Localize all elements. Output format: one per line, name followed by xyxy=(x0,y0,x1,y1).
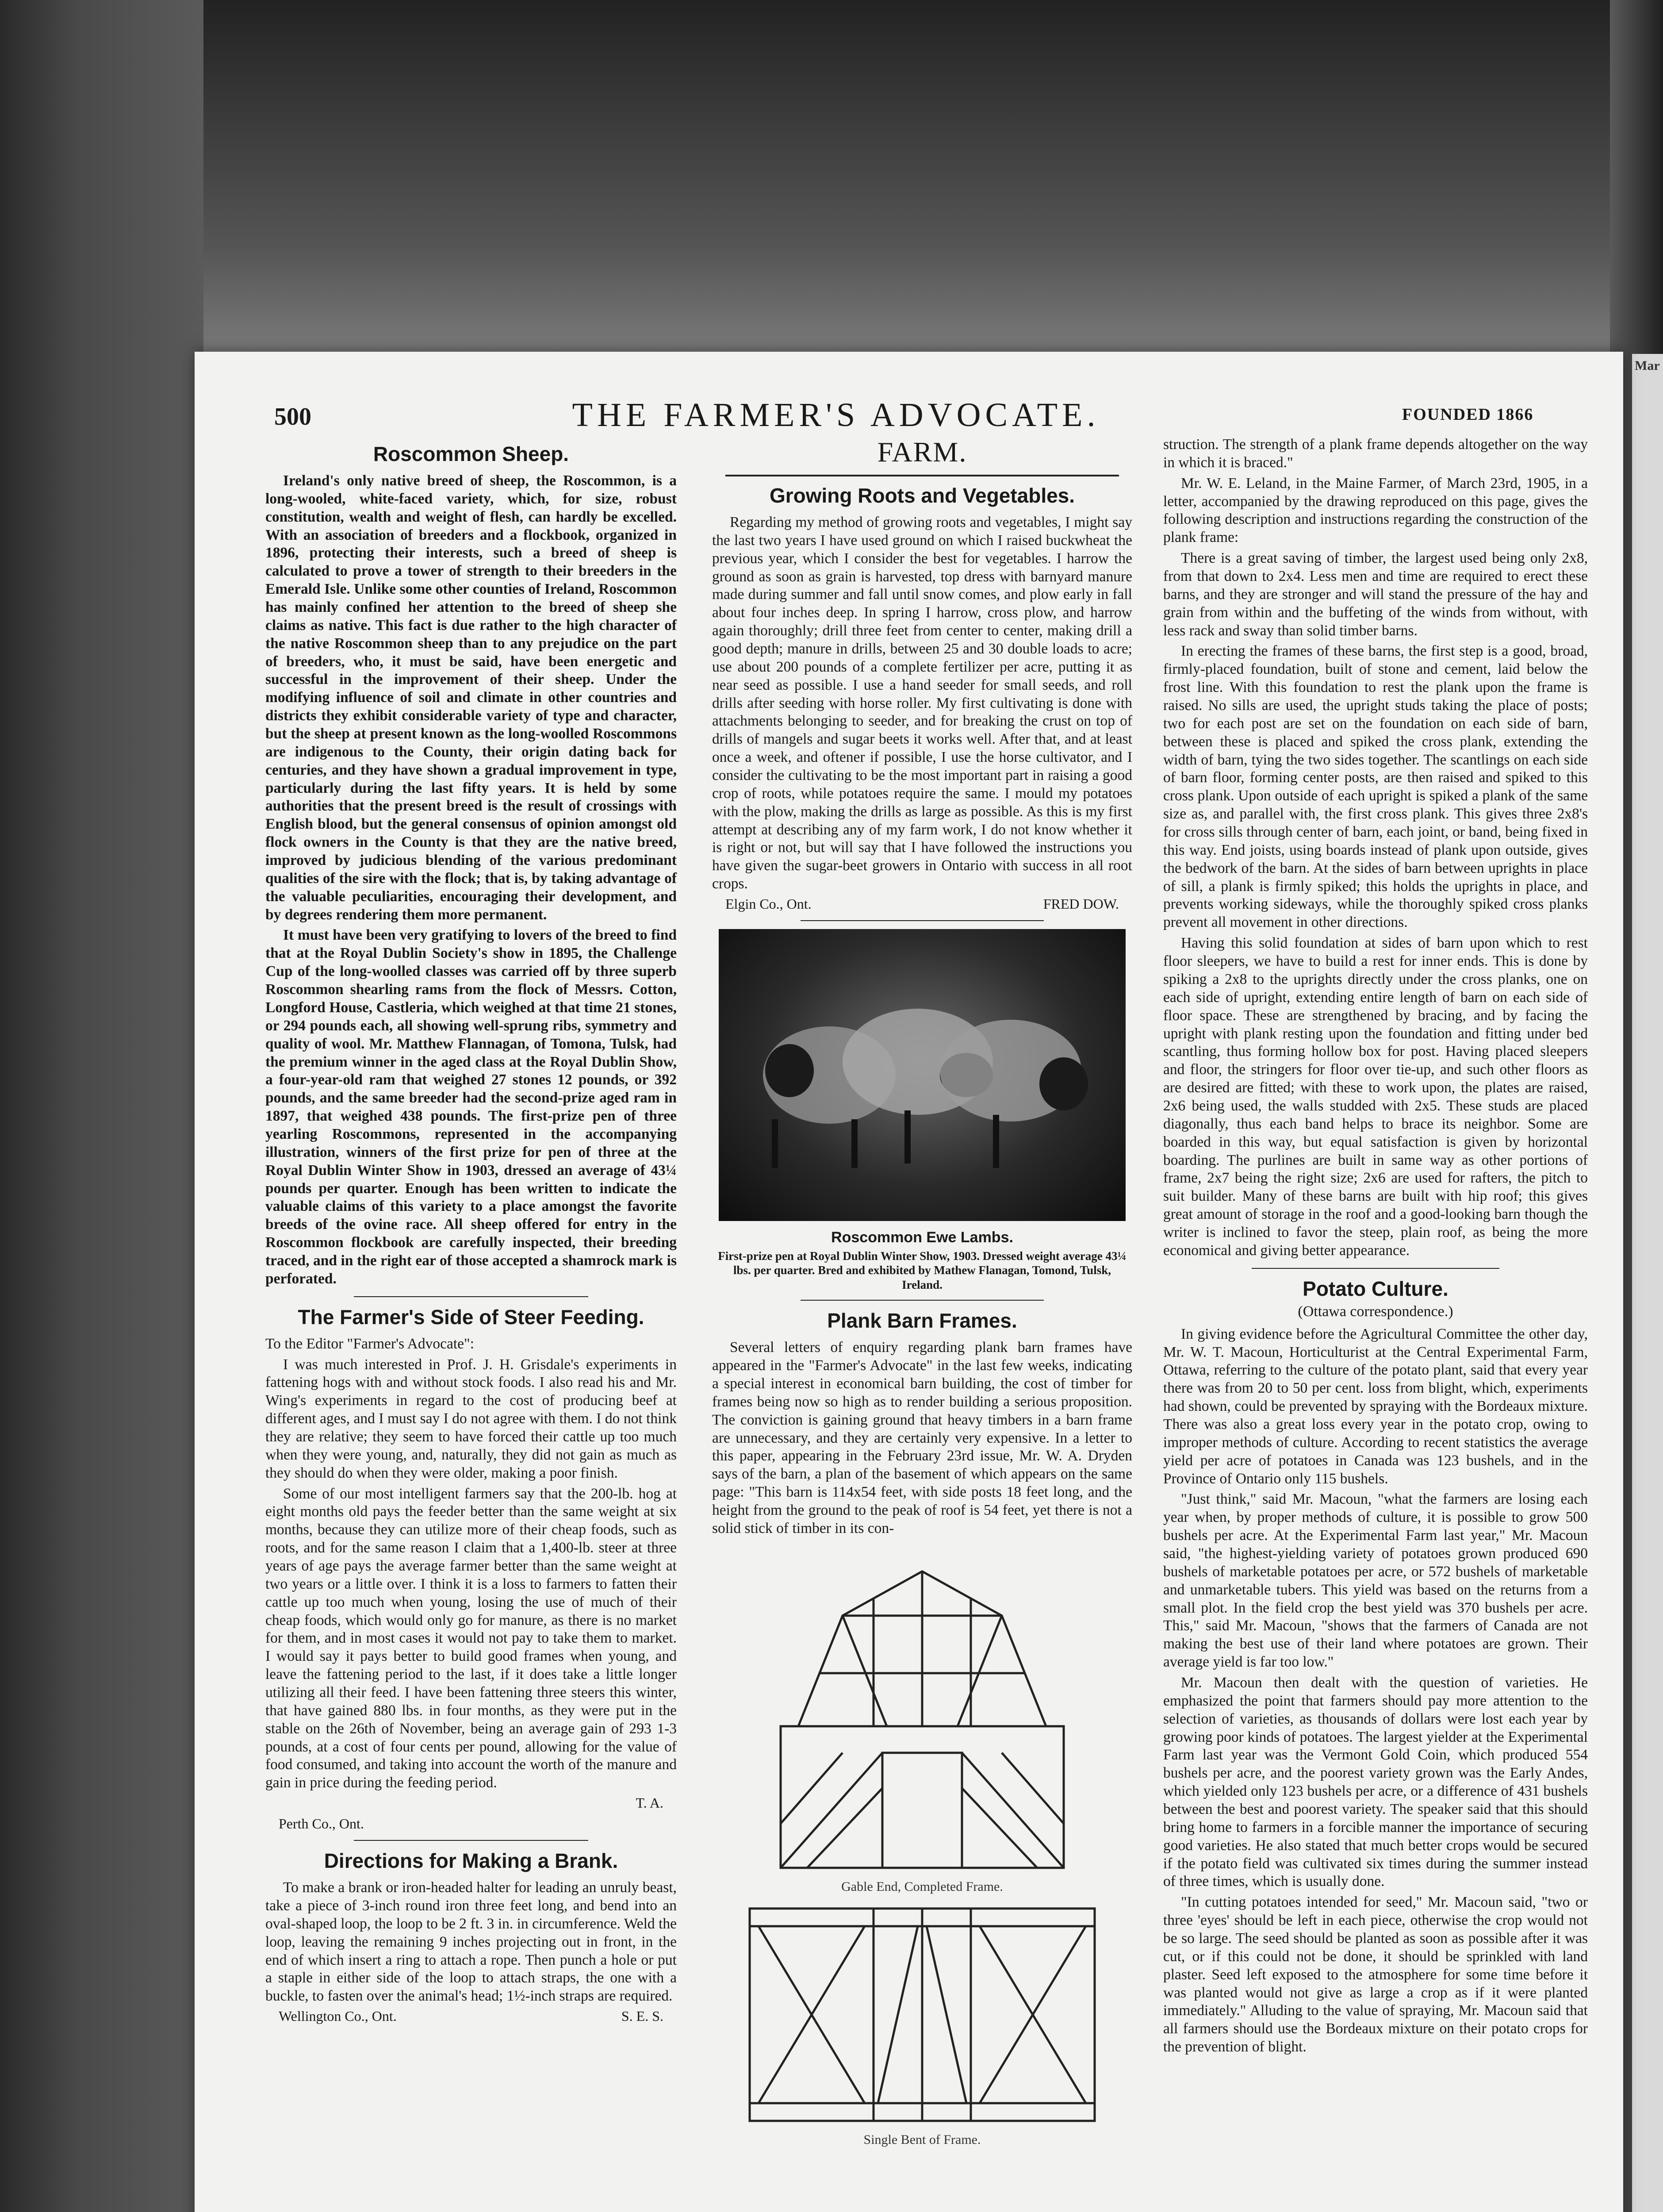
film-border-left xyxy=(0,0,203,2212)
film-border-top xyxy=(0,0,1663,354)
department-heading: FARM. xyxy=(877,436,967,468)
paragraph: In erecting the frames of these barns, the first step is a good, broad, firmly-placed foundation, built of stone and cement, laid below the frost line. With this foundation to rest the plank upon the frame is raised. No sills are used, the upright studs taking the place of posts; two for each post are set on the foundation on each side of barn, between these is placed and spiked the cross plank, extending the width of barn, tying the two sides together. The scantlings on each side of barn floor, forming center posts, are then raised and spiked to this cross plank. Upon outside of each upright is spiked a plank of the same size as, and parallel with, the first cross plank. This gives three 2x8's for cross sills through center of barn, each joint, or band, being fixed in this way. End joists, using boards instead of plank upon outside, gives the bedwork of the barn. At the sides of barn between uprights in place of sill, a plank is firmly spiked; this holds the uprights in place, and prevents working sideways, while the thoroughly spiked cross planks prevent all movement in other directions. xyxy=(1163,643,1588,931)
article-title-growing-roots: Growing Roots and Vegetables. xyxy=(769,484,1075,507)
founded-line: FOUNDED 1866 xyxy=(1402,405,1534,424)
author-place: Elgin Co., Ont. xyxy=(725,896,812,912)
paragraph: To make a brank or iron-headed halter for leading an unruly beast, take a piece of 3-inch round iron three feet long, and bend into an oval-shaped loop, the loop to be 2 ft. 3 in. in circumference. Weld the loop, leaving the remaining 9 inches projecting out in front, in the end of which insert a ring to attach a rope. Then punch a hole or put a staple in either side of the loop to attach straps, the one with a buckle, to fasten over the animal's head; 1½-inch straps are required. xyxy=(265,1879,677,2005)
article-title-steer-feeding: The Farmer's Side of Steer Feeding. xyxy=(298,1305,644,1329)
author-place: Perth Co., Ont. xyxy=(279,1816,364,1832)
column-2 xyxy=(712,436,1132,2153)
paragraph: Some of our most intelligent farmers say that the 200-lb. hog at eight months old pays the feeder better than the same weight at six months, because they can utilize more of their cheap foods, such as roots, and for the same reason I claim that a 1,400-lb. steer at three years of age pays the average farmer better than the same weight at two years or a little over. I think it is a loss to farmers to fatten their cattle up too much when young, losing the use of much of their cheap foods, which would only go for manure, as there is no market for them, and in most cases it would not pay to take them to market. I would say it pays better to build good frames when young, and leave the fattening period to the last, if it does take a little longer utilizing all their feed. I have been fattening three steers this winter, that have gained 880 lbs. in four months, as they were put in the stable on the 26th of November, being an average gain of 293 1-3 pounds, at a cost of four cents per pound, allowing for the value of food consumed, and taking into account the worth of the manure and gain in price during the feeding period. xyxy=(265,1485,677,1791)
photo-caption: First-prize pen at Royal Dublin Winter Show, 1903. Dressed weight average 43¼ lbs. per quarter. Bred and exhibited by Mathew Flanagan, Tomond, Tulsk, Ireland. xyxy=(718,1249,1127,1291)
divider xyxy=(801,1300,1044,1301)
paragraph: Mr. W. E. Leland, in the Maine Farmer, of March 23rd, 1905, in a letter, accompanied by the drawing reproduced on this page, gives the following description and instructions regarding the construction of the plank frame: xyxy=(1163,475,1588,546)
signature xyxy=(725,896,1119,912)
journal-title: THE FARMER'S ADVOCATE. xyxy=(572,396,1100,434)
author-name: FRED DOW. xyxy=(1043,896,1119,912)
figure-caption-bent: Single Bent of Frame. xyxy=(863,2132,981,2147)
sheep-photo-illustration xyxy=(719,929,1126,1221)
divider xyxy=(725,475,1119,476)
article-title-plank-barn: Plank Barn Frames. xyxy=(827,1309,1017,1333)
signature-initials xyxy=(279,1795,663,1811)
figure-caption-gable: Gable End, Completed Frame. xyxy=(841,1879,1003,1894)
paragraph: In giving evidence before the Agricultural Committee the other day, Mr. W. T. Macoun, Horticulturist at the Central Experimental Farm, Ottawa, referring to the culture of the potato plant, said that every year there was from 20 to 50 per cent. loss from blight, which, experiments had shown, could be prevented by spraying with the Bordeaux mixture. There was also a great loss every year in the potato crop, owing to improper methods of culture. According to recent statistics the average yield per acre of potatoes in Canada was 123 bushels, and in the Province of Ontario only 115 bushels. xyxy=(1163,1325,1588,1487)
paragraph: Having this solid foundation at sides of barn upon which to rest floor sleepers, we have to build a rest for inner ends. This is done by spiking a 2x8 to the uprights directly under the cross planks, one on each side of upright, extending entire length of barn on each side of floor space. These are strengthened by bracing, and by facing the upright with plank resting upon the foundation and fitting under bed scantling, thus forming hollow box for post. Having placed sleepers and floor, the stringers for floor over tie-up, and such other floors as are desired are fitted; with these to work upon, the plates are raised, 2x6 being used, the walls studded with 2x5. These studs are placed diagonally, thus each band helps to brace its neighbor. Some are boarded in this way, but equal satisfaction is given by horizontal boarding. The purlines are built in same way as other portions of frame, 2x7 being the right size; 2x6 are used for rafters, the pitch to suit builder. Many of these barns are built with hip roof; this gives great amount of storage in the roof and a good-looking barn though the writer is inclined to favor the steep, plain roof, as being the more economical and giving better appearance. xyxy=(1163,935,1588,1259)
author-initials: S. E. S. xyxy=(621,2008,663,2024)
newspaper-page xyxy=(195,352,1623,2212)
salutation: To the Editor "Farmer's Advocate": xyxy=(265,1335,475,1352)
photo-title: Roscommon Ewe Lambs. xyxy=(831,1229,1013,1246)
paragraph: "In cutting potatoes intended for seed," Mr. Macoun said, "two or three 'eyes' should be left in each piece, otherwise the crop would not be so large. The seed should be planted as soon as possible after it was cut, or if this could not be done, it should be sprinkled with land plaster. Seed left exposed to the atmosphere for some time before it was planted would not give as large a crop as if it were planted immediately." Alluding to the value of spraying, Mr. Macoun said that all farmers should use the Bordeaux mixture on their potato crops for the prevention of blight. xyxy=(1163,1894,1588,2055)
column-3 xyxy=(1163,436,1588,2059)
paragraph: "Just think," said Mr. Macoun, "what the farmers are losing each year when, by proper methods of culture, it is possible to grow 500 bushels per acre. At the Experimental Farm last year," Mr. Macoun said, "the highest-yielding variety of potatoes grown produced 690 bushels of marketable potatoes per acre, or 572 bushels of marketable and unmarketable tubers. This yield was based on the returns from a small plot. In the field crop the best yield was 370 bushels per acre. This," said Mr. Macoun, "shows that the farmers of Canada are not making the best use of their land where potatoes are grown. Their average yield is far too low." xyxy=(1163,1491,1588,1671)
paragraph: Mr. Macoun then dealt with the question of varieties. He emphasized the point that farmers should pay more attention to the selection of varieties, as thousands of dollars were lost each year by growing poor kinds of potatoes. The largest yielder at the Experimental Farm last year was the Vermont Gold Coin, which produced 554 bushels per acre, and the poorest variety grown was the Early Andes, which yielded only 123 bushels per acre, or a difference of 431 bushels between the best and poorest variety. The speaker said that this should bring home to farmers in a forcible manner the importance of securing good varieties. He also stated that much better crops would be secured if the potato field was cultivated six times during the summer instead of three times, which is usually done. xyxy=(1163,1674,1588,1890)
masthead xyxy=(195,352,1623,434)
signature xyxy=(279,2008,663,2024)
article-title-roscommon-sheep: Roscommon Sheep. xyxy=(373,442,569,465)
paragraph: There is a great saving of timber, the largest used being only 2x8, from that down to 2x4. Less men and time are required to erect these barns, and they are stronger and will stand the pressure of the hay and grain from within and the buffeting of the winds from without, with less rack and sway than solid timber barns. xyxy=(1163,550,1588,639)
article-subtitle: (Ottawa correspondence.) xyxy=(1298,1303,1453,1320)
page-number: 500 xyxy=(274,403,311,430)
single-bent-drawing xyxy=(741,1900,1104,2130)
signature-place xyxy=(279,1816,663,1832)
author-place: Wellington Co., Ont. xyxy=(279,2008,397,2024)
paragraph: struction. The strength of a plank frame depends altogether on the way in which it is braced." xyxy=(1163,436,1588,471)
adjacent-page-text: Mar xyxy=(1635,358,1660,373)
divider xyxy=(354,1840,588,1841)
adjacent-page-strip xyxy=(1632,354,1663,2212)
photo-sheep xyxy=(719,929,1126,1221)
column-1 xyxy=(265,436,677,2029)
paragraph: I was much interested in Prof. J. H. Grisdale's experiments in fattening hogs with and without stock foods. I also read his and Mr. Wing's experiments in regard to the cost of producing beef at different ages, and I must say I do not agree with them. I do not think they are relative; they seem to have forced their cattle up too much when they were young, and, naturally, they did not gain as much as they should do when they were older, making a poor finish. xyxy=(265,1356,677,1481)
divider xyxy=(801,920,1044,921)
gable-end-drawing xyxy=(741,1540,1104,1877)
divider xyxy=(354,1296,588,1297)
paragraph: Several letters of enquiry regarding plank barn frames have appeared in the "Farmer's Advocate" in the last few weeks, indicating a special interest in economical barn building, the cost of timber for frames being now so high as to render building a serious proposition. The conviction is gaining ground that heavy timbers in a barn frame are unnecessary, and they are certainly very expensive. In a letter to this paper, appearing in the February 23rd issue, Mr. W. A. Dryden says of the barn, a plan of the basement of which appears on the same page: "This barn is 114x54 feet, with side posts 18 feet long, and the height from the ground to the peak of roof is 54 feet, yet there is not a solid stick of timber in its con- xyxy=(712,1339,1132,1536)
divider xyxy=(1252,1268,1499,1269)
author-initials: T. A. xyxy=(636,1795,663,1811)
paragraph: Regarding my method of growing roots and vegetables, I might say the last two years I have used ground on which I raised buckwheat the previous year, which I consider the best for vegetables. I harrow the ground as soon as grain is harvested, top dress with barnyard manure made during summer and fall until snow comes, and plow early in fall about four inches deep. In spring I harrow, cross plow, and harrow again thoroughly; drill three feet from center to center, making drill a good depth; manure in drills, between 25 and 30 double loads to acre; use about 200 pounds of a complete fertilizer per acre, putting it as near seed as possible. I use a hand seeder for small seeds, and roll drills after seeding with horse roller. My first cultivating is done with attachments belonging to seeder, and for breaking the crust on top of drills of mangels and sugar beets it works well. After that, and at least once a week, and oftener if possible, I use the horse cultivator, and I consider the cultivating to be the most important part in raising a good crop of roots, while potatoes require the same. I mould my potatoes with the plow, making the drills as large as possible. As this is my first attempt at describing any of my farm work, I do not know whether it is right or not, but will say that I have followed the instructions you have given the sugar-beet growers in Ontario with success in all root crops. xyxy=(712,514,1132,892)
article-title-brank: Directions for Making a Brank. xyxy=(324,1849,618,1873)
article-title-potato-culture: Potato Culture. xyxy=(1303,1277,1448,1300)
paragraph: Ireland's only native breed of sheep, the Roscommon, is a long-wooled, white-faced variety, which, for size, robust constitution, wealth and weight of flesh, can hardly be excelled. With an association of breeders and a flockbook, organized in 1896, protecting their interests, such a breed of sheep is calculated to prove a tower of strength to their breeders in the Emerald Isle. Unlike some other counties of Ireland, Roscommon has mainly confined her attention to the breed of sheep she claims as native. This fact is due rather to the high character of the native Roscommon sheep than to any prejudice on the part of breeders, who, it must be said, have been energetic and successful in the improvement of their sheep. Under the modifying influence of soil and climate in other countries and districts they exhibit considerable variety of type and character, but the sheep at present known as the long-woolled Roscommons are indigenous to the County, their origin dating back for centuries, and they have shown a gradual improvement in type, particularly during the last fifty years. It is held by some authorities that the present breed is the result of crossings with English blood, but the general consensus of opinion amongst old flock owners in the County is that they are the native breed, improved by judicious blending of the various predominant qualities of the sire with the flock; that is, by taking advantage of the valuable peculiarities, encouraging their development, and by degrees rendering them more permanent. xyxy=(265,472,677,923)
paragraph: It must have been very gratifying to lovers of the breed to find that at the Royal Dublin Society's show in 1895, the Challenge Cup of the long-woolled classes was carried off by three superb Roscommon shearling rams from the flock of Messrs. Cotton, Longford House, Castleria, which weighed at that time 21 stones, or 294 pounds each, all showing well-sprung ribs, symmetry and quality of wool. Mr. Matthew Flannagan, of Tomona, Tulsk, had the premium winner in the aged class at the Royal Dublin Show, a four-year-old ram that weighed 27 stones 12 pounds, or 392 pounds, and the same breeder had the second-prize aged ram in 1897, that weighed 438 pounds. The first-prize pen of three yearling Roscommons, represented in the accompanying illustration, winners of the first prize for pen of three at the Royal Dublin Winter Show in 1903, dressed an average of 43¼ pounds per quarter. Enough has been written to indicate the valuable claims of this variety to a place amongst the favorite breeds of the ovine race. All sheep offered for entry in the Roscommon flockbook are carefully inspected, their breeding traced, and in the right ear of those accepted a shamrock mark is perforated. xyxy=(265,927,677,1287)
